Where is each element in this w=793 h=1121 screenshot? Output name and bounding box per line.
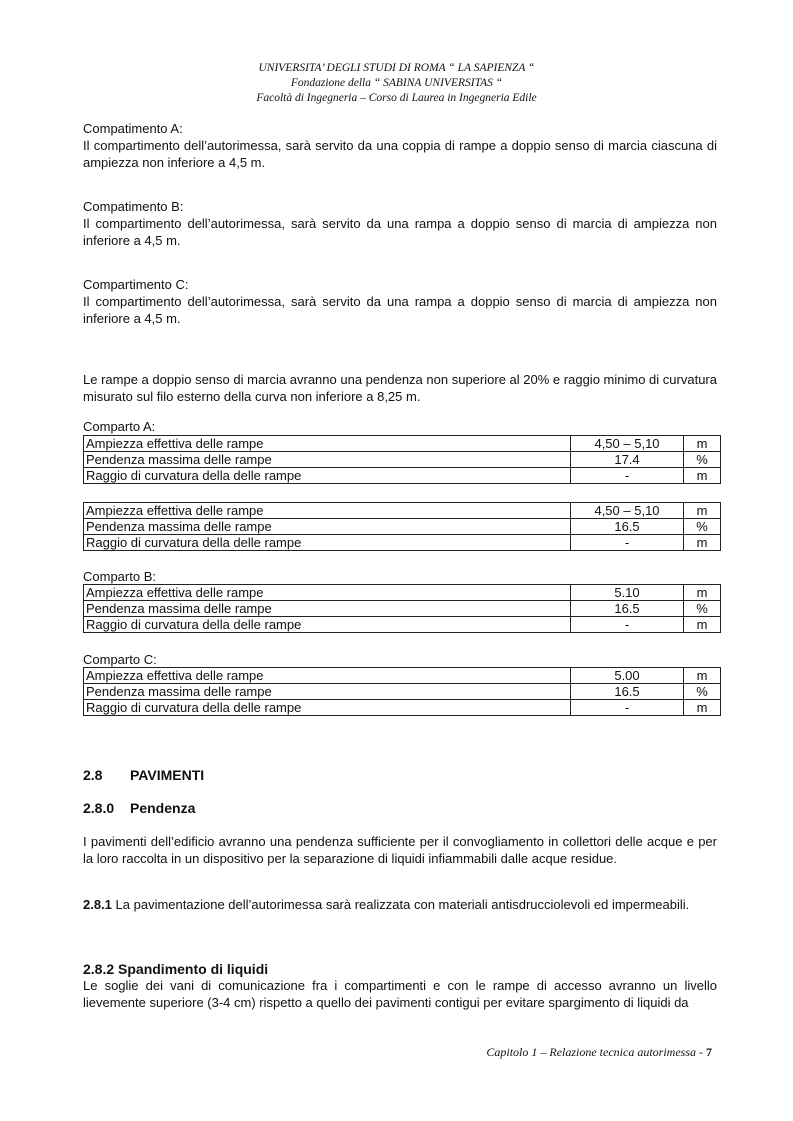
- section-title: Pendenza: [130, 800, 196, 816]
- row-value: -: [571, 468, 684, 484]
- section-number: 2.8.0: [83, 800, 115, 816]
- page-footer: [486, 1045, 712, 1060]
- row-unit: m: [684, 668, 721, 684]
- table-row: [84, 535, 721, 551]
- row-label: Raggio di curvatura della delle rampe: [84, 617, 571, 633]
- comparto-b-label: Comparto B:: [83, 569, 156, 584]
- row-label: Pendenza massima delle rampe: [84, 684, 571, 700]
- page-number: 7: [706, 1045, 712, 1059]
- table-row: [84, 601, 721, 617]
- row-unit: m: [684, 585, 721, 601]
- row-value: 16.5: [571, 684, 684, 700]
- comparto-c-table: [83, 667, 721, 716]
- row-unit: m: [684, 535, 721, 551]
- row-value: -: [571, 700, 684, 716]
- row-unit: m: [684, 700, 721, 716]
- table-row: [84, 436, 721, 452]
- section-heading-2-8-2: 2.8.2 Spandimento di liquidi: [83, 961, 269, 977]
- section-number: 2.8.1: [83, 897, 112, 912]
- table-row: [84, 585, 721, 601]
- section-2-8-1-paragraph: [83, 896, 717, 913]
- table-row: [84, 700, 721, 716]
- section-number: 2.8: [83, 767, 103, 783]
- pendenza-paragraph: I pavimenti dell’edificio avranno una pendenza sufficiente per il convogliamento in collettori delle acque e per la loro raccolta in un dispositivo per la separazione di liquidi infiammabili dalle acque residue.: [83, 834, 717, 866]
- section-compartimento-b: [83, 198, 717, 249]
- row-unit: m: [684, 468, 721, 484]
- comparto-c-label: Comparto C:: [83, 652, 157, 667]
- row-unit: %: [684, 684, 721, 700]
- compartimento-a-text: Il compartimento dell’autorimessa, sarà servito da una coppia di rampe a doppio senso di marcia ciascuna di ampiezza non inferiore a 4,5 m.: [83, 138, 717, 170]
- compartimento-b-title: Compatimento B:: [83, 199, 184, 214]
- table-row: [84, 668, 721, 684]
- section-compartimento-a: [83, 120, 717, 171]
- section-text: La pavimentazione dell’autorimessa sarà realizzata con materiali antisdrucciolevoli ed impermeabili.: [115, 897, 690, 912]
- header-faculty: Facoltà di Ingegneria – Corso di Laurea in Ingegneria Edile: [256, 92, 537, 104]
- row-value: -: [571, 617, 684, 633]
- row-unit: %: [684, 601, 721, 617]
- row-label: Raggio di curvatura della delle rampe: [84, 468, 571, 484]
- header-university: UNIVERSITA’ DEGLI STUDI DI ROMA “ LA SAPIENZA “: [258, 62, 535, 74]
- row-value: 4,50 – 5,10: [571, 503, 684, 519]
- row-label: Ampiezza effettiva delle rampe: [84, 436, 571, 452]
- row-label: Raggio di curvatura della delle rampe: [84, 535, 571, 551]
- table-row: [84, 684, 721, 700]
- section-title: PAVIMENTI: [130, 767, 205, 783]
- table-row: [84, 468, 721, 484]
- compartimento-b-text: Il compartimento dell’autorimessa, sarà servito da una rampa a doppio senso di marcia di ampiezza non inferiore a 4,5 m.: [83, 216, 717, 248]
- header-foundation: Fondazione della “ SABINA UNIVERSITAS “: [290, 77, 503, 89]
- row-unit: %: [684, 519, 721, 535]
- row-value: -: [571, 535, 684, 551]
- compartimento-a-title: Compatimento A:: [83, 121, 183, 136]
- row-label: Ampiezza effettiva delle rampe: [84, 585, 571, 601]
- row-label: Ampiezza effettiva delle rampe: [84, 668, 571, 684]
- compartimento-c-text: Il compartimento dell’autorimessa, sarà servito da una rampa a doppio senso di marcia di ampiezza non inferiore a 4,5 m.: [83, 294, 717, 326]
- comparto-b-table: [83, 584, 721, 633]
- footer-text: Capitolo 1 – Relazione tecnica autorimessa -: [486, 1045, 706, 1059]
- row-value: 5.10: [571, 585, 684, 601]
- row-value: 5.00: [571, 668, 684, 684]
- table-row: [84, 452, 721, 468]
- row-unit: m: [684, 436, 721, 452]
- comparto-a-label: Comparto A:: [83, 419, 156, 434]
- row-value: 17.4: [571, 452, 684, 468]
- comparto-a-table-1: [83, 435, 721, 484]
- row-unit: %: [684, 452, 721, 468]
- spandimento-paragraph: Le soglie dei vani di comunicazione fra i compartimenti e con le rampe di accesso avranno un livello lievemente superiore (3-4 cm) rispetto a quello dei pavimenti contigui per evitare spargimento di liquidi da: [83, 978, 717, 1010]
- table-row: [84, 503, 721, 519]
- table-row: [84, 617, 721, 633]
- row-label: Raggio di curvatura della delle rampe: [84, 700, 571, 716]
- row-value: 4,50 – 5,10: [571, 436, 684, 452]
- row-value: 16.5: [571, 519, 684, 535]
- section-compartimento-c: [83, 276, 717, 327]
- row-label: Pendenza massima delle rampe: [84, 519, 571, 535]
- table-row: [84, 519, 721, 535]
- row-label: Pendenza massima delle rampe: [84, 452, 571, 468]
- row-label: Pendenza massima delle rampe: [84, 601, 571, 617]
- row-unit: m: [684, 503, 721, 519]
- section-heading-2-8-0: [83, 799, 195, 817]
- row-label: Ampiezza effettiva delle rampe: [84, 503, 571, 519]
- rampe-paragraph: Le rampe a doppio senso di marcia avranno una pendenza non superiore al 20% e raggio minimo di curvatura misurato sul filo esterno della curva non inferiore a 8,25 m.: [83, 372, 717, 404]
- section-heading-2-8: [83, 766, 204, 784]
- compartimento-c-title: Compartimento C:: [83, 277, 189, 292]
- row-unit: m: [684, 617, 721, 633]
- row-value: 16.5: [571, 601, 684, 617]
- comparto-a-table-2: [83, 502, 721, 551]
